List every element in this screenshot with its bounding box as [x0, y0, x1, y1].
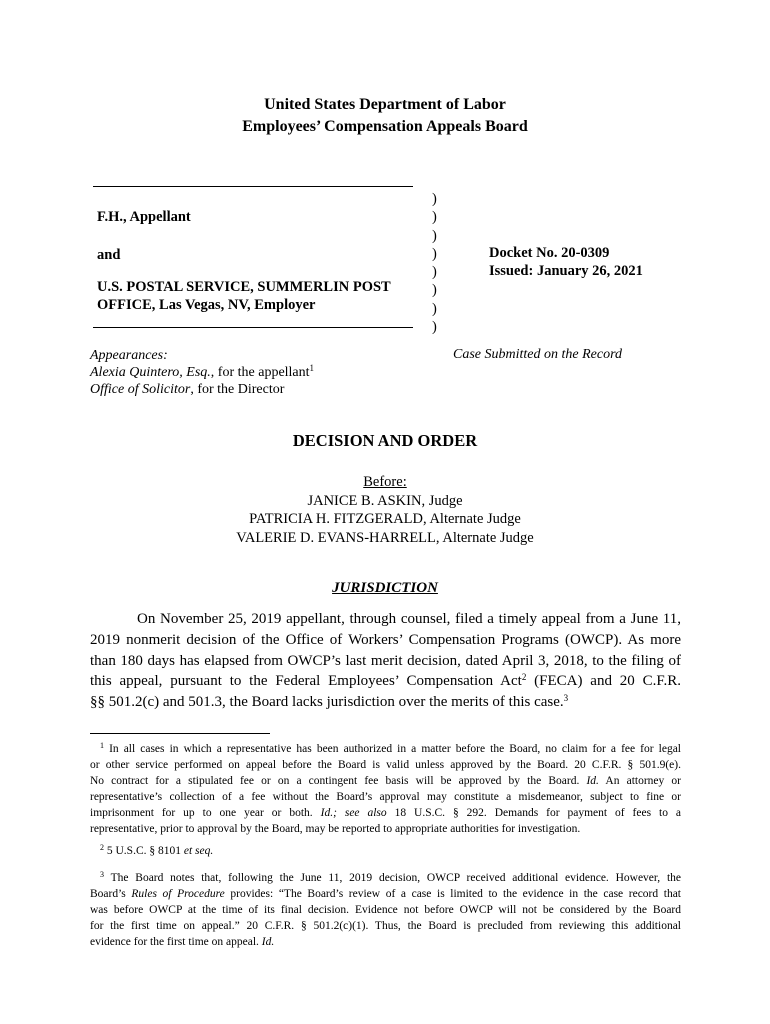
paren: ) — [432, 264, 437, 281]
employer-block — [97, 278, 391, 314]
judge-2: PATRICIA H. FITZGERALD, Alternate Judge — [249, 511, 521, 527]
footnote-line: 18 U.S.C. § 292. Demands for payment of fees to a — [386, 807, 681, 819]
footnote-line: imprisonment for up to one year or both. — [90, 807, 321, 819]
employer-line-2: OFFICE, Las Vegas, NV, Employer — [97, 297, 316, 313]
para-line: than 180 days has elapsed from OWCP’s last merit decision, dated April 3, 2018, to the filing of — [90, 652, 681, 669]
para-line: (FECA) and 20 C.F.R. — [526, 673, 681, 690]
rules-of-procedure: Rules of Procedure — [131, 888, 225, 900]
jurisdiction-paragraph — [90, 609, 681, 713]
panel-block — [0, 473, 770, 547]
agency-line-1: United States Department of Labor — [264, 96, 506, 113]
footnote-number: 1 — [100, 741, 104, 750]
agency-header — [0, 94, 770, 138]
footnote-number: 2 — [100, 843, 104, 852]
footnote-line: or other service performed on appeal before the Board is valid unless approved by the Board. 20 C.F.R. § 501.9(e). — [90, 759, 681, 771]
before-label: Before: — [363, 474, 407, 490]
appearance-appellant — [90, 364, 314, 381]
employer-line-1: U.S. POSTAL SERVICE, SUMMERLIN POST — [97, 279, 391, 295]
footnote-number: 3 — [100, 870, 104, 879]
caption-and: and — [97, 247, 121, 263]
footnote-line: An attorney or — [598, 775, 681, 787]
counsel-role: , for the appellant — [210, 365, 310, 380]
paren: ) — [432, 245, 437, 262]
footnote-line: Board’s — [90, 888, 132, 900]
caption-parentheses — [432, 190, 437, 336]
footnote-ref-3[interactable]: 3 — [563, 693, 569, 704]
footnote-line: evidence for the first time on appeal. — [90, 936, 262, 948]
footnote-2 — [90, 843, 681, 859]
appearances-block — [90, 347, 314, 398]
appellant-name: F.H., Appellant — [97, 209, 191, 225]
footnote-ref-1[interactable]: 1 — [309, 363, 315, 373]
footnote-ref-2[interactable]: 2 — [521, 672, 527, 683]
decision-title: DECISION AND ORDER — [292, 431, 478, 450]
para-line: On November 25, 2019 appellant, through counsel, filed a timely appeal from a June 11, — [137, 611, 681, 627]
citation-id: Id. — [586, 775, 599, 787]
jurisdiction-heading: JURISDICTION — [332, 580, 438, 596]
footnote-1 — [90, 741, 681, 837]
solicitor-role: , for the Director — [190, 382, 285, 397]
footnote-line: representative’s collection of a fee without the Board’s approval may constitute a misdemeanor, subject to fine or — [90, 791, 681, 803]
footnote-line: 5 U.S.C. § 8101 — [106, 845, 184, 857]
case-submitted: Case Submitted on the Record — [453, 347, 623, 362]
footnote-line: The Board notes that, following the June 11, 2019 decision, OWCP received additional evidence. However, the — [110, 872, 681, 884]
footnote-line: representative, prior to approval by the Board, may be reported to appropriate authorities for investigation. — [90, 823, 581, 835]
para-line: §§ 501.2(c) and 501.3, the Board lacks jurisdiction over the merits of this case. — [90, 694, 564, 711]
paren: ) — [432, 227, 437, 244]
citation-et-seq: et seq. — [183, 845, 214, 857]
docket-number: Docket No. 20-0309 — [489, 245, 610, 261]
footnote-line: In all cases in which a representative has been authorized in a matter before the Board, no claim for a fee for legal — [109, 743, 681, 755]
paren: ) — [432, 191, 437, 207]
issued-date: Issued: January 26, 2021 — [489, 263, 643, 279]
paren: ) — [432, 300, 437, 317]
solicitor-name: Office of Solicitor — [90, 382, 191, 397]
counsel-name: Alexia Quintero, Esq. — [90, 365, 211, 380]
footnote-line: No contract for a stipulated fee or on a contingent fee basis will be approved by the Board. — [90, 775, 587, 787]
para-line: 2019 nonmerit decision of the Office of Workers’ Compensation Programs (OWCP). As more — [90, 631, 681, 648]
footnote-line: provides: “The Board’s review of a case is limited to the evidence in the case record that — [224, 888, 681, 900]
footnote-3 — [90, 870, 681, 950]
paren: ) — [432, 209, 437, 226]
citation-id: Id.; see also — [320, 807, 387, 819]
agency-line-2: Employees’ Compensation Appeals Board — [242, 118, 528, 135]
citation-id: Id. — [261, 936, 275, 948]
footnote-line: was before OWCP at the time of its final decision. Evidence not before OWCP will not be considered by the Board — [90, 904, 681, 916]
caption-bottom-rule — [93, 327, 413, 328]
appearances-heading: Appearances: — [90, 348, 168, 363]
judge-1: JANICE B. ASKIN, Judge — [307, 492, 463, 509]
appearance-director — [90, 381, 314, 398]
caption-top-rule — [93, 186, 413, 187]
paren: ) — [432, 282, 437, 299]
para-line: this appeal, pursuant to the Federal Employees’ Compensation Act — [90, 673, 522, 690]
judge-3: VALERIE D. EVANS-HARRELL, Alternate Judge — [236, 529, 534, 546]
paren: ) — [432, 319, 437, 336]
docket-block — [489, 244, 643, 280]
footnote-separator — [90, 733, 270, 734]
footnote-line: for the first time on appeal.” 20 C.F.R. § 501.2(c)(1). Thus, the Board is precluded from reviewing this additional — [90, 920, 681, 932]
